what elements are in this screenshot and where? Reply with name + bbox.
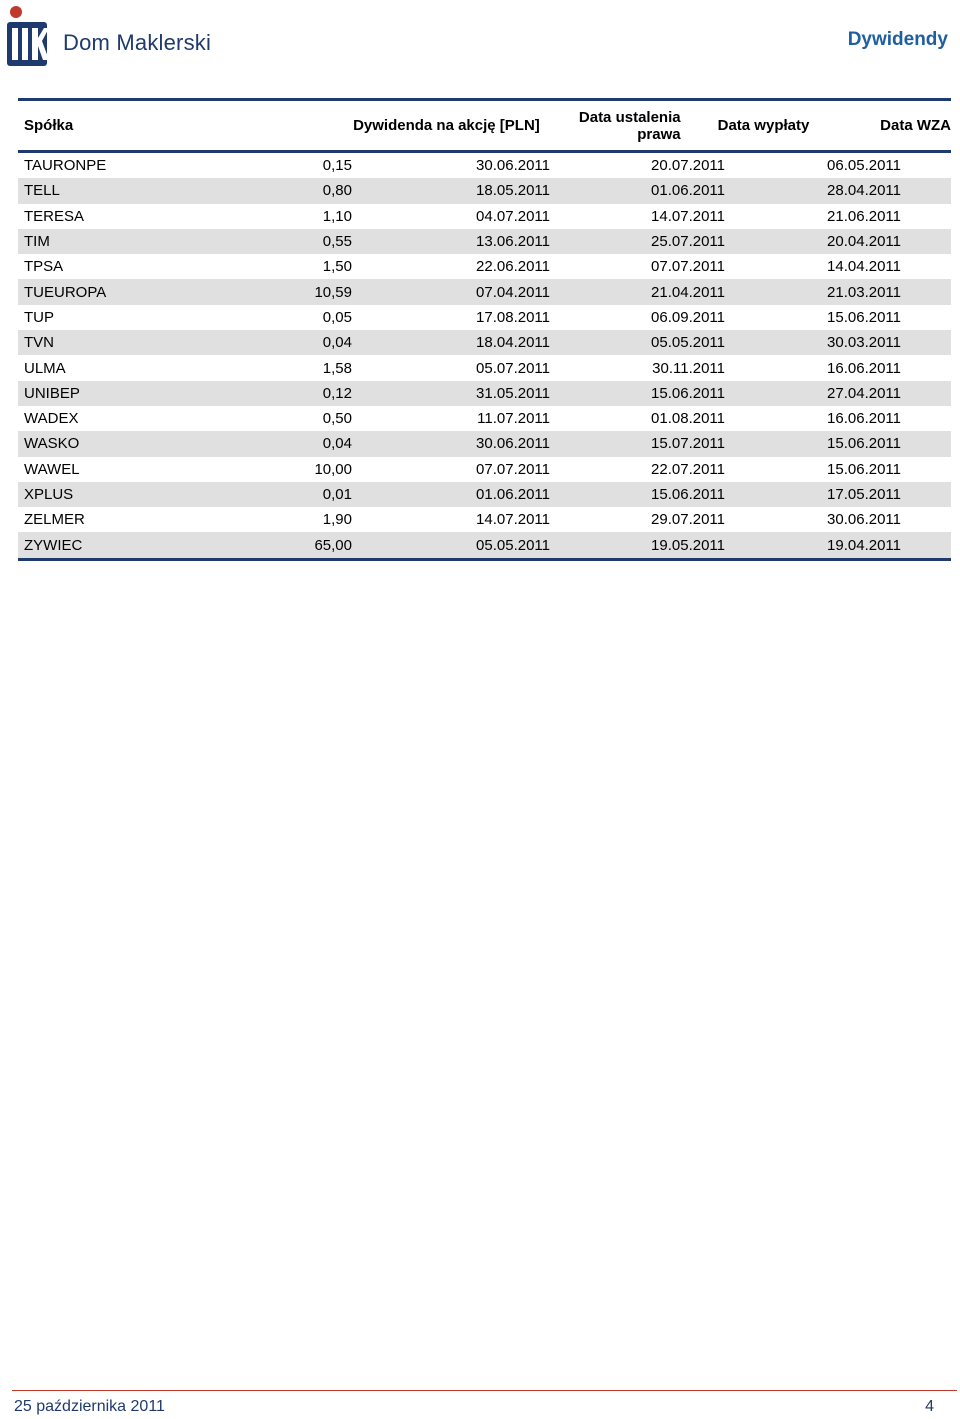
cell-agm-date: 16.06.2011 bbox=[827, 359, 901, 377]
cell-payment-date: 19.05.2011 bbox=[651, 536, 725, 554]
pko-logo-icon bbox=[5, 4, 55, 68]
cell-payment-date: 29.07.2011 bbox=[651, 511, 725, 529]
cell-company: WADEX bbox=[24, 410, 79, 428]
cell-agm-date: 30.03.2011 bbox=[827, 334, 901, 352]
cell-dividend: 0,04 bbox=[322, 435, 352, 453]
header-dividend: Dywidenda na akcję [PLN] bbox=[353, 117, 540, 134]
cell-payment-date: 22.07.2011 bbox=[651, 460, 725, 478]
cell-dividend: 0,55 bbox=[322, 233, 352, 251]
cell-record-date: 13.06.2011 bbox=[476, 233, 550, 251]
cell-dividend: 0,15 bbox=[322, 157, 352, 175]
cell-company: TAURONPE bbox=[24, 157, 107, 175]
cell-company: TIM bbox=[24, 233, 50, 251]
table-body bbox=[18, 153, 951, 558]
cell-payment-date: 14.07.2011 bbox=[651, 207, 725, 225]
header-company: Spółka bbox=[24, 117, 74, 134]
cell-agm-date: 17.05.2011 bbox=[827, 486, 901, 503]
cell-agm-date: 15.06.2011 bbox=[827, 460, 901, 478]
cell-company: TPSA bbox=[24, 258, 64, 276]
table-row bbox=[18, 229, 951, 254]
table-header-row bbox=[18, 101, 951, 153]
cell-agm-date: 15.06.2011 bbox=[827, 435, 901, 453]
cell-record-date: 05.07.2011 bbox=[476, 359, 550, 377]
table-row bbox=[18, 153, 951, 178]
header-record-date: Data ustalenia prawa bbox=[578, 108, 681, 143]
cell-agm-date: 21.06.2011 bbox=[827, 207, 901, 225]
cell-record-date: 30.06.2011 bbox=[476, 157, 550, 175]
table-row bbox=[18, 532, 951, 557]
cell-dividend: 1,90 bbox=[322, 511, 352, 529]
cell-dividend: 1,10 bbox=[322, 207, 352, 225]
cell-payment-date: 20.07.2011 bbox=[651, 157, 725, 175]
cell-record-date: 31.05.2011 bbox=[476, 384, 550, 402]
cell-payment-date: 30.11.2011 bbox=[652, 359, 725, 377]
cell-dividend: 1,58 bbox=[322, 359, 352, 377]
cell-dividend: 10,59 bbox=[314, 283, 352, 301]
footer-rule bbox=[12, 1390, 957, 1391]
cell-company: TERESA bbox=[24, 207, 85, 225]
brand-name: Dom Maklerski bbox=[63, 30, 212, 55]
dividends-table bbox=[18, 98, 951, 561]
cell-company: ZYWIEC bbox=[24, 536, 83, 554]
cell-dividend: 10,00 bbox=[314, 460, 352, 478]
cell-company: TUP bbox=[24, 308, 54, 326]
cell-dividend: 0,05 bbox=[322, 308, 352, 326]
cell-payment-date: 21.04.2011 bbox=[651, 283, 725, 301]
cell-payment-date: 15.07.2011 bbox=[651, 435, 725, 453]
cell-payment-date: 06.09.2011 bbox=[651, 308, 725, 326]
cell-company: TELL bbox=[24, 182, 60, 200]
cell-agm-date: 19.04.2011 bbox=[827, 536, 901, 554]
cell-payment-date: 15.06.2011 bbox=[651, 486, 725, 503]
table-bottom-rule bbox=[18, 558, 951, 561]
cell-company: TVN bbox=[24, 334, 54, 352]
pko-logo bbox=[5, 4, 215, 68]
cell-agm-date: 21.03.2011 bbox=[827, 283, 901, 301]
cell-company: ZELMER bbox=[24, 511, 85, 529]
cell-record-date: 22.06.2011 bbox=[476, 258, 550, 276]
cell-company: WAWEL bbox=[24, 460, 80, 478]
cell-record-date: 11.07.2011 bbox=[477, 410, 550, 428]
cell-agm-date: 16.06.2011 bbox=[827, 410, 901, 428]
cell-company: ULMA bbox=[24, 359, 66, 377]
cell-dividend: 0,12 bbox=[322, 384, 352, 402]
cell-agm-date: 28.04.2011 bbox=[827, 182, 901, 200]
cell-dividend: 0,50 bbox=[322, 410, 352, 428]
cell-payment-date: 01.08.2011 bbox=[651, 410, 725, 428]
cell-company: WASKO bbox=[24, 435, 80, 453]
cell-record-date: 18.04.2011 bbox=[476, 334, 550, 352]
table-row bbox=[18, 330, 951, 355]
cell-record-date: 04.07.2011 bbox=[476, 207, 550, 225]
table-row bbox=[18, 431, 951, 456]
table-row bbox=[18, 457, 951, 482]
cell-dividend: 65,00 bbox=[314, 536, 352, 554]
cell-agm-date: 27.04.2011 bbox=[827, 384, 901, 402]
cell-dividend: 0,01 bbox=[322, 486, 352, 503]
cell-record-date: 05.05.2011 bbox=[476, 536, 550, 554]
table-row bbox=[18, 305, 951, 330]
cell-payment-date: 05.05.2011 bbox=[651, 334, 725, 352]
cell-record-date: 17.08.2011 bbox=[476, 308, 550, 326]
table-row bbox=[18, 381, 951, 406]
table-row bbox=[18, 279, 951, 304]
cell-record-date: 18.05.2011 bbox=[476, 182, 550, 200]
cell-agm-date: 14.04.2011 bbox=[827, 258, 901, 276]
footer-date: 25 października 2011 bbox=[14, 1398, 165, 1415]
cell-company: UNIBEP bbox=[24, 384, 80, 402]
page-number: 4 bbox=[925, 1398, 934, 1415]
table-row bbox=[18, 204, 951, 229]
cell-dividend: 1,50 bbox=[322, 258, 352, 276]
cell-dividend: 0,80 bbox=[322, 182, 352, 200]
cell-payment-date: 07.07.2011 bbox=[651, 258, 725, 276]
cell-company: TUEUROPA bbox=[24, 283, 107, 301]
cell-payment-date: 15.06.2011 bbox=[651, 384, 725, 402]
cell-company: XPLUS bbox=[24, 486, 74, 503]
cell-record-date: 01.06.2011 bbox=[476, 486, 550, 503]
header-agm-date: Data WZA bbox=[880, 117, 952, 134]
cell-record-date: 07.07.2011 bbox=[476, 460, 550, 478]
cell-record-date: 07.04.2011 bbox=[476, 283, 550, 301]
cell-record-date: 14.07.2011 bbox=[476, 511, 550, 529]
cell-agm-date: 15.06.2011 bbox=[827, 308, 901, 326]
cell-agm-date: 20.04.2011 bbox=[827, 233, 901, 251]
cell-dividend: 0,04 bbox=[322, 334, 352, 352]
cell-record-date: 30.06.2011 bbox=[476, 435, 550, 453]
cell-agm-date: 06.05.2011 bbox=[827, 157, 901, 175]
cell-agm-date: 30.06.2011 bbox=[827, 511, 901, 529]
table-row bbox=[18, 178, 951, 203]
cell-payment-date: 01.06.2011 bbox=[651, 182, 725, 200]
cell-payment-date: 25.07.2011 bbox=[651, 233, 725, 251]
table-row bbox=[18, 355, 951, 380]
table-row bbox=[18, 507, 951, 532]
page-title: Dywidendy bbox=[847, 29, 948, 50]
table-row bbox=[18, 482, 951, 507]
table-row bbox=[18, 406, 951, 431]
table-row bbox=[18, 254, 951, 279]
header-payment-date: Data wypłaty bbox=[717, 117, 810, 134]
